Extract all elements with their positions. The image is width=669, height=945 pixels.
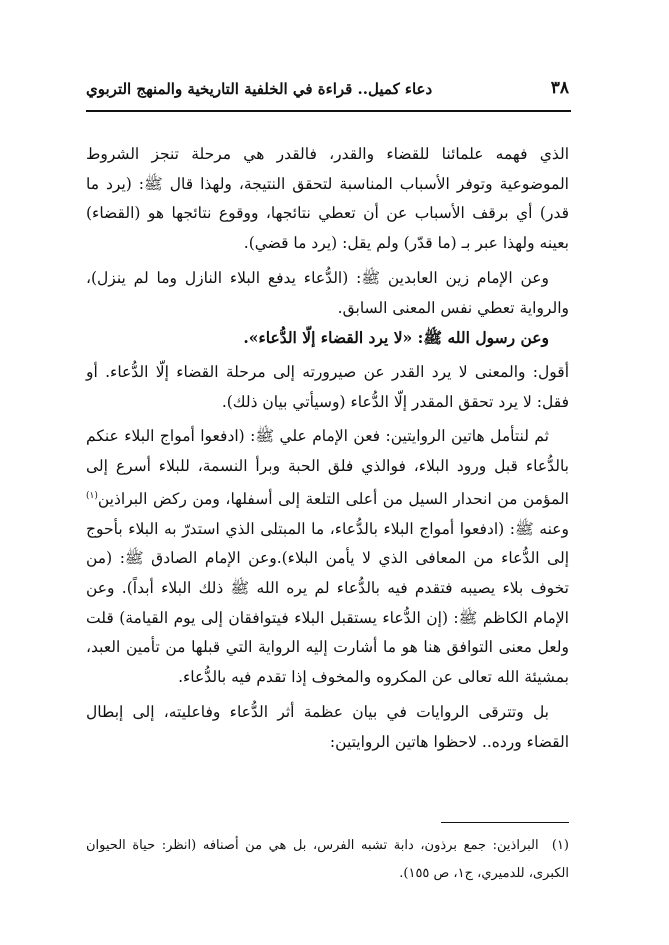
- paragraph-1: الذي فهمه علمائنا للقضاء والقدر، فالقدر هي مرحلة تنجز الشروط الموضوعية وتوفر الأسباب المناسبة لتحقق النتيجة، ولهذا قال ﷺ: (يرد ما قدر) أي برقف الأسباب عن أن تعطي نتائجها، ووقوع نتائجها هو (القضاء) بعينه ولهذا عبر بـ (ما قدّر) ولم يقل: (يرد ما قضي).: [86, 145, 569, 253]
- paragraph-3: وعن رسول الله ﷺ: «لا يرد القضاء إلّا الدُّعاء».: [243, 328, 549, 348]
- running-header: [86, 76, 569, 98]
- paragraph-5: [86, 422, 569, 692]
- footnote-rule: [441, 822, 569, 823]
- paragraph-5-continuation: وعنه ﷺ: (ادفعوا أمواج البلاء بالدُّعاء، ما المبتلى الذي استدرّ به البلاء بأحوج إلى الدُّعاء من المعافى الذي لا يأمن البلاء).وعن الإمام الصادق ﷺ: (من تخوف بلاء يصيبه فتقدم فيه بالدُّعاء لم يره الله ﷺ ذلك البلاء أبداً). وعن الإمام الكاظم ﷺ: (إن الدُّعاء يستقبل البلاء فيتوافقان إلى يوم القيامة) قلت ولعل معنى التوافق هنا هو ما أشارت إليه الرواية التي قبلها من تأمين العبد، بمشيئة الله تعالى عن المكروه والمخوف إذا تقدم فيه بالدُّعاء.: [86, 519, 569, 687]
- footnote-reference: (١): [86, 490, 98, 501]
- paragraph-5-text: ثم لنتأمل هاتين الروايتين: فعن الإمام علي ﷺ: (ادفعوا أمواج البلاء عنكم بالدُّعاء قبل ورود البلاء، فوالذي فلق الحبة وبرأ النسمة، للبلاء أسرع إلى المؤمن من انحدار السيل من أعلى التلعة إلى أسفلها، ومن ركض البراذين: [86, 427, 569, 508]
- footnote: [86, 832, 569, 888]
- paragraph-4: أقول: والمعنى لا يرد القدر عن صيرورته إلى مرحلة القضاء إلّا الدُّعاء. أو فقل: لا يرد تحقق المقدر إلّا الدُّعاء (وسيأتي بيان ذلك).: [86, 362, 569, 411]
- footnote-text: البراذين: جمع برذون، دابة تشبه الفرس، بل هي من أصنافه (انظر: حياة الحيوان الكبرى، للدميري، ج١، ص ١٥٥).: [86, 838, 569, 881]
- paragraph-6: بل وتترقى الروايات في بيان عظمة أثر الدُّعاء وفاعليته، إلى إبطال القضاء ورده.. لاحظوا هاتين الروايتين:: [86, 702, 569, 751]
- footnote-marker: (١): [551, 838, 569, 853]
- running-title: دعاء كميل.. قراءة في الخلفية التاريخية والمنهج التربوي: [86, 80, 433, 98]
- header-rule: [86, 110, 571, 112]
- paragraph-2: وعن الإمام زين العابدين ﷺ: (الدُّعاء يدفع البلاء النازل وما لم ينزل)، والرواية تعطي نفس المعنى السابق.: [86, 268, 569, 317]
- page-number: ٣٨: [550, 78, 569, 98]
- main-text: [86, 140, 569, 757]
